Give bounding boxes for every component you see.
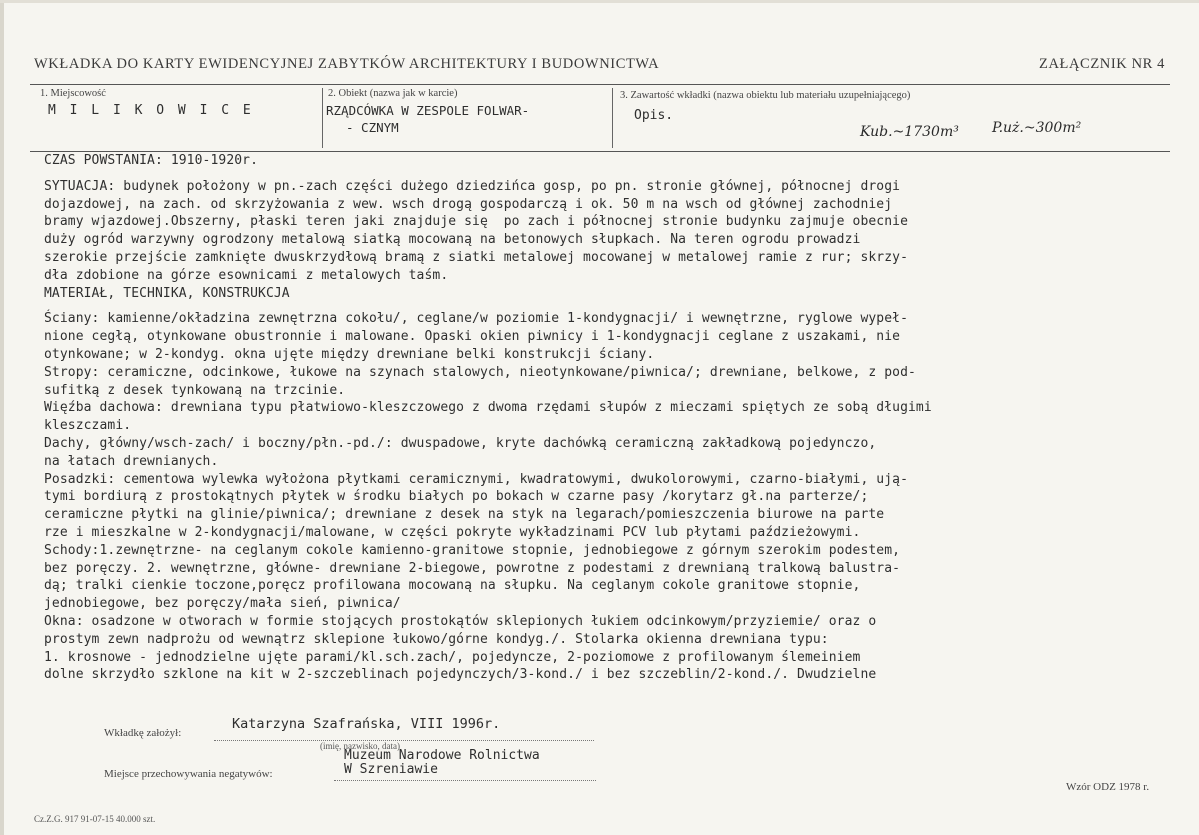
form-title: WKŁADKA DO KARTY EWIDENCYJNEJ ZABYTKÓW ARCHITEKTURY I BUDOWNICTWA bbox=[34, 56, 660, 72]
text-line: Posadzki: cementowa wylewka wyłożona płytkami ceramicznymi, kwadratowymi, dwukolorowymi, czarno-białymi, ują- bbox=[44, 471, 909, 487]
object-value-line-2: - CZNYM bbox=[346, 120, 399, 135]
text-line: otynkowane; w 2-kondyg. okna ujęte między drewniane belki konstrukcji ściany. bbox=[44, 346, 655, 362]
text-line: prostym zewn nadprożu od wewnątrz sklepione łukowo/górne kondyg./. Stolarka okienna drewniana typu: bbox=[44, 631, 829, 647]
prepared-by-line bbox=[214, 740, 594, 741]
text-line: Więźba dachowa: drewniana typu płatwiowo-kleszczowego z dwoma rzędami słupów z mieczami spiętych ze sobą długimi bbox=[44, 400, 932, 416]
usable-area-note: P.uż.~300m² bbox=[992, 120, 1082, 136]
text-line: 1. krosnowe - jednodzielne ujęte parami/kl.sch.zach/, pojedyncze, 2-poziomowe z profilowanym ślemeiniem bbox=[44, 649, 861, 665]
field-divider-2 bbox=[612, 88, 613, 148]
text-line: nione cegłą, otynkowane obustronnie i malowane. Opaski okien piwnicy i 1-kondygnacji ceglane z uszakami, nie bbox=[44, 329, 901, 345]
text-line: dła zdobione na górze esownicami z metalowych taśm. bbox=[44, 267, 449, 283]
object-caption: 2. Obiekt (nazwa jak w karcie) bbox=[328, 88, 458, 99]
paper-left-edge bbox=[0, 0, 4, 835]
locality-value: M I L I K O W I C E bbox=[48, 103, 254, 118]
prepared-by-value: Katarzyna Szafrańska, VIII 1996r. bbox=[232, 716, 501, 732]
prepared-by-label: Wkładkę założył: bbox=[104, 727, 182, 739]
text-line: dą; tralki cienkie toczone,poręcz profilowana mocowaną na słupku. Na ceglanym cokole granitowe stopnie, bbox=[44, 578, 861, 594]
text-line: CZAS POWSTANIA: 1910-1920r. bbox=[44, 153, 259, 168]
header-fields-box bbox=[30, 84, 1170, 152]
text-line: dojazdowej, na zach. od skrzyżowania z wew. wsch drogą gospodarczą i ok. 50 m na wsch od głównej zachodniej bbox=[44, 196, 893, 212]
storage-value-line-2: W Szreniawie bbox=[344, 762, 438, 777]
locality-caption: 1. Miejscowość bbox=[40, 88, 106, 99]
form-model: Wzór ODZ 1978 r. bbox=[1066, 781, 1150, 793]
text-line: rze i mieszkalne w 2-kondygnacji/malowane, w części pokryte wykładzinami PCV lub płytami paździeżowymi. bbox=[44, 524, 861, 540]
description-text bbox=[44, 152, 1174, 684]
field-divider-1 bbox=[322, 88, 323, 148]
contents-caption: 3. Zawartość wkładki (nazwa obiektu lub materiału uzupełniającego) bbox=[620, 90, 911, 101]
text-line: Schody:1.zewnętrzne- na ceglanym cokole kamienno-granitowe stopnie, jednobiegowe z górnym szerokim podestem, bbox=[44, 542, 901, 558]
text-line: na łatach drewnianych. bbox=[44, 453, 219, 469]
text-line: SYTUACJA: budynek położony w pn.-zach części dużego dziedzińca gosp, po pn. stronie głównej, północnej drogi bbox=[44, 178, 901, 194]
print-info: Cz.Z.G. 917 91-07-15 40.000 szt. bbox=[34, 814, 156, 824]
text-line: MATERIAŁ, TECHNIKA, KONSTRUKCJA bbox=[44, 285, 290, 301]
storage-value-line-1: Muzeum Narodowe Rolnictwa bbox=[344, 748, 540, 763]
contents-value: Opis. bbox=[634, 108, 674, 123]
text-line: sufitką z desek tynkowaną na trzcinie. bbox=[44, 382, 346, 398]
object-value-line-1: RZĄDCÓWKA W ZESPOLE FOLWAR- bbox=[326, 103, 530, 118]
text-line: Stropy: ceramiczne, odcinkowe, łukowe na szynach stalowych, nieotynkowane/piwnica/; drewniane, belkowe, z pod- bbox=[44, 364, 916, 380]
text-line: szerokie przejście zamknięte dwuskrzydłową bramą z siatki metalowej mocowanej w metalowej ramie z rur; skrzy- bbox=[44, 249, 909, 265]
text-line: Okna: osadzone w otworach w formie stojących prostokątów sklepionych łukiem odcinkowym/przyziemie/ oraz o bbox=[44, 613, 877, 629]
text-line: Ściany: kamienne/okładzina zewnętrzna cokołu/, ceglane/w poziomie 1-kondygnacji/ i wewnętrzne, ryglowe wypeł- bbox=[44, 311, 909, 327]
storage-label: Miejsce przechowywania negatywów: bbox=[104, 768, 273, 780]
cubature-note: Kub.~1730m³ bbox=[860, 124, 959, 140]
text-line: tymi bordiurą z prostokątnych płytek w środku białych po bokach w czarne pasy /korytarz gł.na parterze/; bbox=[44, 489, 869, 505]
text-line: duży ogród warzywny ogrodzony metalową siatką mocowaną na betonowych słupkach. Na teren ogrodu prowadzi bbox=[44, 232, 861, 248]
text-line: ceramiczne płytki na glinie/piwnica/; drewniane z desek na styk na legarach/pomieszczenia biurowe na parte bbox=[44, 507, 885, 523]
text-line: Dachy, główny/wsch-zach/ i boczny/płn.-pd./: dwuspadowe, kryte dachówką ceramiczną zakładkową pojedynczo, bbox=[44, 435, 877, 451]
annex-number: ZAŁĄCZNIK NR 4 bbox=[1039, 56, 1165, 72]
text-line: bez poręczy. 2. wewnętrzne, główne- drewniane 2-biegowe, powrotne z podestami z drewnianą tralkową balustra- bbox=[44, 560, 901, 576]
prepared-by-caption: (imię, nazwisko, data) bbox=[320, 741, 400, 751]
text-line: jednobiegowe, bez poręczy/mała sień, piwnica/ bbox=[44, 596, 401, 612]
text-line: bramy wjazdowej.Obszerny, płaski teren jaki znajduje się po zach i północnej stronie budynku zajmuje obecnie bbox=[44, 214, 909, 230]
paper-top-edge bbox=[0, 0, 1199, 3]
text-line: dolne skrzydło szklone na kit w 2-szczeblinach pojedynczych/3-kond./ i bez szczeblin/2-kond./. Dwudzielne bbox=[44, 667, 877, 683]
text-line: kleszczami. bbox=[44, 418, 132, 434]
storage-line bbox=[334, 780, 596, 781]
